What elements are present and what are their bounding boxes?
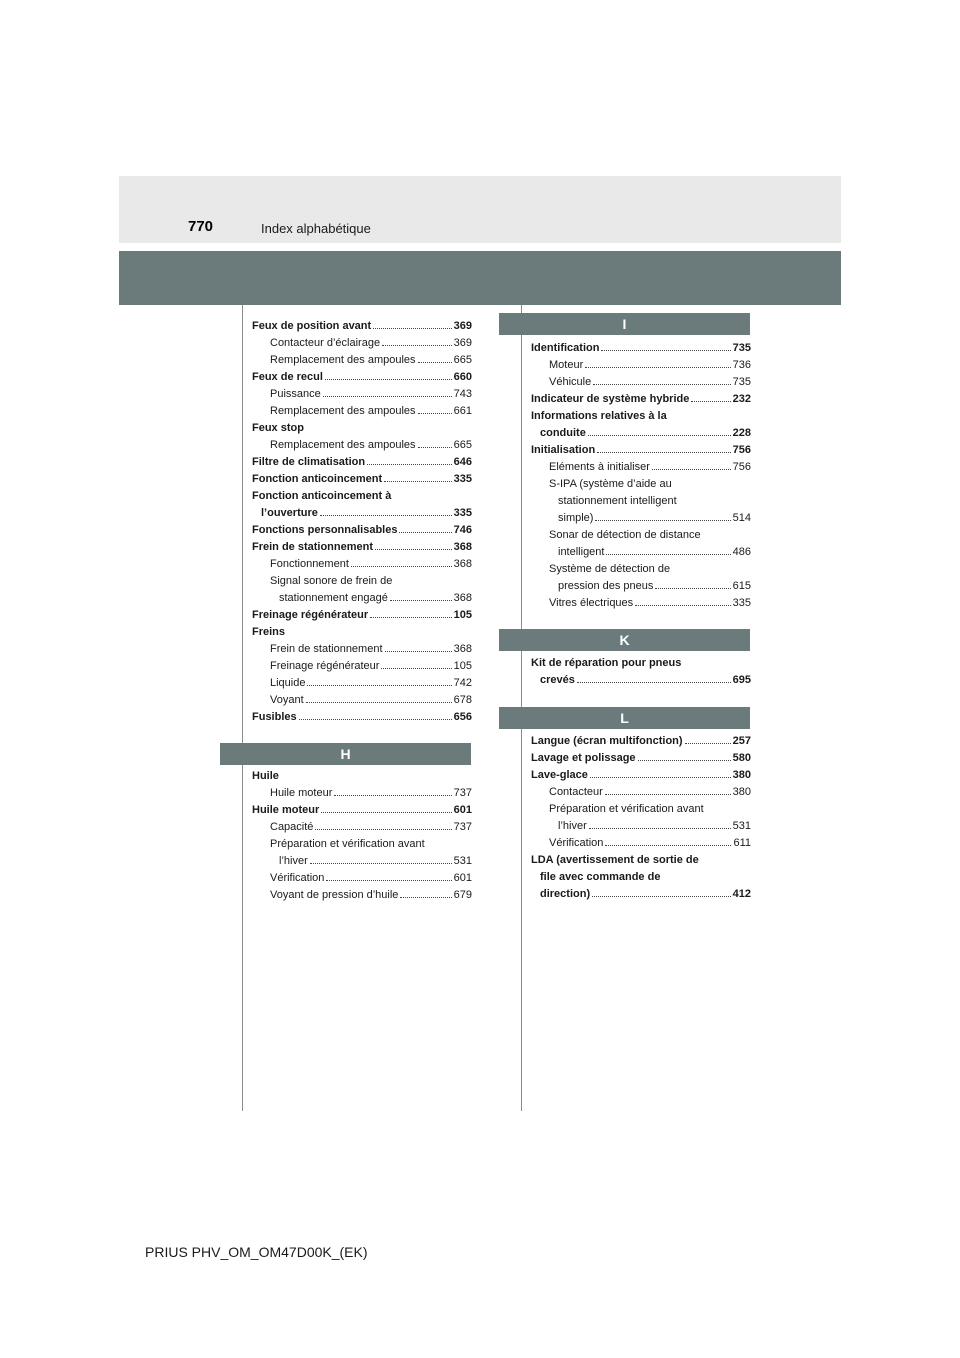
index-entry-page: 611: [733, 837, 751, 849]
index-entry-label: Huile: [252, 770, 279, 782]
index-entry-label: l’hiver: [558, 820, 587, 832]
index-entry: [252, 318, 472, 335]
index-entry-label: Freinage régénérateur: [252, 609, 369, 621]
index-entry-page: 656: [453, 711, 472, 723]
dot-leader: [326, 880, 451, 881]
index-entry-label: Puissance: [270, 388, 321, 400]
dot-leader: [595, 520, 730, 521]
index-entry-label: Fonction anticoincement: [252, 473, 383, 485]
dot-leader: [373, 328, 451, 329]
dot-leader: [400, 897, 451, 898]
index-entry: [531, 561, 751, 578]
index-entry: [531, 869, 751, 886]
index-entry: [252, 369, 472, 386]
index-entry-label: Huile moteur: [270, 787, 333, 799]
index-entry-page: 369: [453, 337, 472, 349]
index-entry: [252, 539, 472, 556]
index-entry: [531, 886, 751, 903]
index-entry: [531, 391, 751, 408]
index-entry-page: 660: [453, 371, 472, 383]
index-column-l: [531, 733, 751, 903]
index-entry-label: Feux de position avant: [252, 320, 372, 332]
index-entry-label: Fonctionnement: [270, 558, 349, 570]
index-entry: [531, 835, 751, 852]
index-entry-label: Initialisation: [531, 444, 596, 456]
dot-leader: [605, 794, 731, 795]
index-entry: [252, 505, 472, 522]
index-entry: [252, 420, 472, 437]
dot-leader: [588, 435, 731, 436]
index-entry: [531, 767, 751, 784]
index-entry: [252, 624, 472, 641]
index-entry: [531, 672, 751, 689]
index-entry-page: 486: [732, 546, 751, 558]
index-entry-page: 601: [453, 872, 472, 884]
index-entry-page: 368: [453, 592, 472, 604]
index-entry-page: 531: [453, 855, 472, 867]
index-entry-label: Freinage régénérateur: [270, 660, 380, 672]
dot-leader: [585, 367, 730, 368]
index-entry: [531, 442, 751, 459]
index-entry: [531, 655, 751, 672]
index-entry-label: Fonctions personnalisables: [252, 524, 398, 536]
index-entry-page: 335: [453, 507, 472, 519]
index-entry-page: 737: [453, 821, 472, 833]
index-entry-label: crevés: [540, 674, 575, 686]
index-entry-label: Contacteur d’éclairage: [270, 337, 381, 349]
index-entry-page: 665: [453, 439, 472, 451]
index-entry: [252, 573, 472, 590]
dot-leader: [638, 760, 731, 761]
index-entry-label: Vérification: [549, 837, 604, 849]
dot-leader: [325, 379, 452, 380]
dot-leader: [384, 481, 451, 482]
dot-leader: [351, 566, 452, 567]
page-title: Index alphabétique: [261, 221, 371, 236]
index-entry: [531, 595, 751, 612]
dot-leader: [299, 719, 452, 720]
dot-leader: [605, 845, 731, 846]
index-entry: [252, 870, 472, 887]
index-entry: [252, 437, 472, 454]
index-entry-label: Moteur: [549, 359, 584, 371]
index-entry-label: Remplacement des ampoules: [270, 405, 416, 417]
dot-leader: [367, 464, 452, 465]
index-entry-label: Filtre de climatisation: [252, 456, 366, 468]
index-column-k: [531, 655, 751, 689]
index-column-i: [531, 340, 751, 612]
index-entry-label: Véhicule: [549, 376, 592, 388]
letter-heading-h: H: [220, 743, 471, 765]
index-entry-label: Signal sonore de frein de: [270, 575, 393, 587]
index-entry-label: pression des pneus: [558, 580, 654, 592]
index-entry-label: Lave-glace: [531, 769, 588, 781]
dot-leader: [418, 447, 452, 448]
index-entry-label: Identification: [531, 342, 600, 354]
index-entry-page: 679: [453, 889, 472, 901]
dot-leader: [590, 777, 731, 778]
index-entry: [531, 459, 751, 476]
index-entry-page: 335: [732, 597, 751, 609]
index-entry: [252, 675, 472, 692]
index-entry: [252, 590, 472, 607]
index-entry: [252, 709, 472, 726]
dot-leader: [418, 413, 452, 414]
index-entry-label: direction): [540, 888, 591, 900]
dot-leader: [375, 549, 452, 550]
index-entry-label: Feux stop: [252, 422, 304, 434]
index-entry-page: 615: [732, 580, 751, 592]
index-entry-page: 742: [453, 677, 472, 689]
index-entry-label: Contacteur: [549, 786, 603, 798]
index-entry-page: 678: [453, 694, 472, 706]
index-entry-page: 756: [732, 444, 751, 456]
index-entry-label: Fusibles: [252, 711, 297, 723]
index-entry-label: stationnement intelligent: [558, 495, 677, 507]
dot-leader: [655, 588, 730, 589]
index-entry-label: Préparation et vérification avant: [549, 803, 704, 815]
dot-leader: [635, 605, 730, 606]
index-entry-label: S-IPA (système d’aide au: [549, 478, 672, 490]
dot-leader: [601, 350, 730, 351]
index-entry-label: Voyant de pression d’huile: [270, 889, 399, 901]
index-entry: [531, 374, 751, 391]
index-entry: [252, 768, 472, 785]
index-entry: [531, 340, 751, 357]
index-entry-label: Remplacement des ampoules: [270, 439, 416, 451]
index-entry: [252, 471, 472, 488]
dot-leader: [691, 401, 730, 402]
index-column-h: [252, 768, 472, 904]
dot-leader: [390, 600, 452, 601]
index-entry: [252, 692, 472, 709]
index-entry: [531, 750, 751, 767]
left-column-rule: [242, 305, 243, 1111]
index-entry: [531, 852, 751, 869]
dot-leader: [306, 702, 452, 703]
index-entry: [252, 819, 472, 836]
dot-leader: [320, 515, 452, 516]
dot-leader: [652, 469, 731, 470]
index-entry: [531, 476, 751, 493]
page-number: 770: [188, 218, 214, 235]
index-entry-page: 412: [732, 888, 751, 900]
index-entry-label: Préparation et vérification avant: [270, 838, 425, 850]
index-entry-page: 105: [453, 609, 472, 621]
index-entry-label: Langue (écran multifonction): [531, 735, 683, 747]
index-entry-label: simple): [558, 512, 594, 524]
index-entry-page: 368: [453, 558, 472, 570]
header-band: [119, 176, 841, 243]
index-entry-label: Vitres électriques: [549, 597, 634, 609]
index-entry-page: 368: [453, 643, 472, 655]
index-entry-page: 735: [732, 342, 751, 354]
index-entry: [252, 641, 472, 658]
index-entry-label: file avec commande de: [540, 871, 661, 883]
index-entry: [252, 488, 472, 505]
index-entry-page: 380: [732, 786, 751, 798]
index-entry: [252, 607, 472, 624]
index-entry-page: 661: [453, 405, 472, 417]
index-entry-page: 735: [732, 376, 751, 388]
index-entry-label: Huile moteur: [252, 804, 320, 816]
dot-leader: [370, 617, 451, 618]
index-entry: [531, 510, 751, 527]
index-entry-label: Freins: [252, 626, 286, 638]
index-entry: [252, 403, 472, 420]
index-entry: [252, 836, 472, 853]
index-entry-label: Feux de recul: [252, 371, 323, 383]
index-entry-page: 228: [732, 427, 751, 439]
index-entry-label: l’hiver: [279, 855, 308, 867]
dot-leader: [606, 554, 730, 555]
index-entry-page: 380: [732, 769, 751, 781]
index-entry-label: Capacité: [270, 821, 314, 833]
index-entry-label: Sonar de détection de distance: [549, 529, 701, 541]
index-entry: [252, 352, 472, 369]
index-entry-label: l’ouverture: [261, 507, 318, 519]
index-entry-label: Fonction anticoincement à: [252, 490, 392, 502]
index-entry-page: 531: [732, 820, 751, 832]
index-entry-page: 736: [732, 359, 751, 371]
dot-leader: [589, 828, 731, 829]
index-entry: [531, 578, 751, 595]
dot-leader: [334, 795, 451, 796]
index-entry: [531, 801, 751, 818]
index-entry: [252, 522, 472, 539]
dot-leader: [323, 396, 452, 397]
index-entry: [531, 818, 751, 835]
dot-leader: [315, 829, 451, 830]
index-entry: [531, 544, 751, 561]
dot-leader: [385, 651, 452, 652]
index-entry-page: 746: [453, 524, 472, 536]
index-entry-page: 601: [453, 804, 472, 816]
index-entry-page: 743: [453, 388, 472, 400]
dot-leader: [593, 384, 730, 385]
dot-leader: [382, 345, 452, 346]
index-entry-label: Frein de stationnement: [252, 541, 374, 553]
letter-heading-i: I: [499, 313, 750, 335]
index-entry-page: 369: [453, 320, 472, 332]
index-entry-page: 646: [453, 456, 472, 468]
index-entry: [252, 556, 472, 573]
index-entry-label: Indicateur de système hybride: [531, 393, 690, 405]
index-entry-label: LDA (avertissement de sortie de: [531, 854, 699, 866]
index-entry: [252, 658, 472, 675]
dot-leader: [381, 668, 451, 669]
dot-leader: [685, 743, 731, 744]
index-entry-label: Liquide: [270, 677, 306, 689]
dot-leader: [321, 812, 451, 813]
index-entry-page: 737: [453, 787, 472, 799]
index-entry-page: 257: [732, 735, 751, 747]
index-entry-page: 665: [453, 354, 472, 366]
dot-leader: [399, 532, 451, 533]
letter-heading-k: K: [499, 629, 750, 651]
index-entry-label: Eléments à initialiser: [549, 461, 650, 473]
index-entry: [531, 733, 751, 750]
index-entry: [531, 408, 751, 425]
index-entry-label: Voyant: [270, 694, 304, 706]
index-entry-label: conduite: [540, 427, 586, 439]
index-entry-label: Kit de réparation pour pneus: [531, 657, 682, 669]
index-entry-label: Frein de stationnement: [270, 643, 383, 655]
index-entry-page: 695: [732, 674, 751, 686]
index-entry-page: 105: [453, 660, 472, 672]
header-dark-bar: [119, 251, 841, 305]
index-entry-label: stationnement engagé: [279, 592, 388, 604]
index-entry-label: Lavage et polissage: [531, 752, 636, 764]
index-entry: [252, 802, 472, 819]
index-entry-page: 580: [732, 752, 751, 764]
index-entry-label: Vérification: [270, 872, 325, 884]
index-entry: [252, 335, 472, 352]
index-entry: [252, 454, 472, 471]
dot-leader: [307, 685, 451, 686]
index-entry: [252, 887, 472, 904]
index-entry-label: Remplacement des ampoules: [270, 354, 416, 366]
dot-leader: [310, 863, 452, 864]
footer-doc-code: PRIUS PHV_OM_OM47D00K_(EK): [145, 1244, 368, 1260]
index-entry: [252, 853, 472, 870]
index-entry: [531, 784, 751, 801]
index-entry-page: 756: [732, 461, 751, 473]
index-column-f: [252, 318, 472, 726]
index-entry-label: Informations relatives à la: [531, 410, 667, 422]
index-entry-label: Système de détection de: [549, 563, 671, 575]
dot-leader: [577, 682, 731, 683]
index-entry: [531, 493, 751, 510]
index-entry-page: 514: [732, 512, 751, 524]
index-entry-page: 335: [453, 473, 472, 485]
index-entry: [252, 785, 472, 802]
index-entry: [531, 527, 751, 544]
dot-leader: [418, 362, 452, 363]
dot-leader: [592, 896, 731, 897]
letter-heading-l: L: [499, 707, 750, 729]
index-entry-label: intelligent: [558, 546, 605, 558]
index-entry: [531, 357, 751, 374]
index-entry: [531, 425, 751, 442]
index-entry: [252, 386, 472, 403]
index-entry-page: 232: [732, 393, 751, 405]
index-entry-page: 368: [453, 541, 472, 553]
dot-leader: [597, 452, 730, 453]
